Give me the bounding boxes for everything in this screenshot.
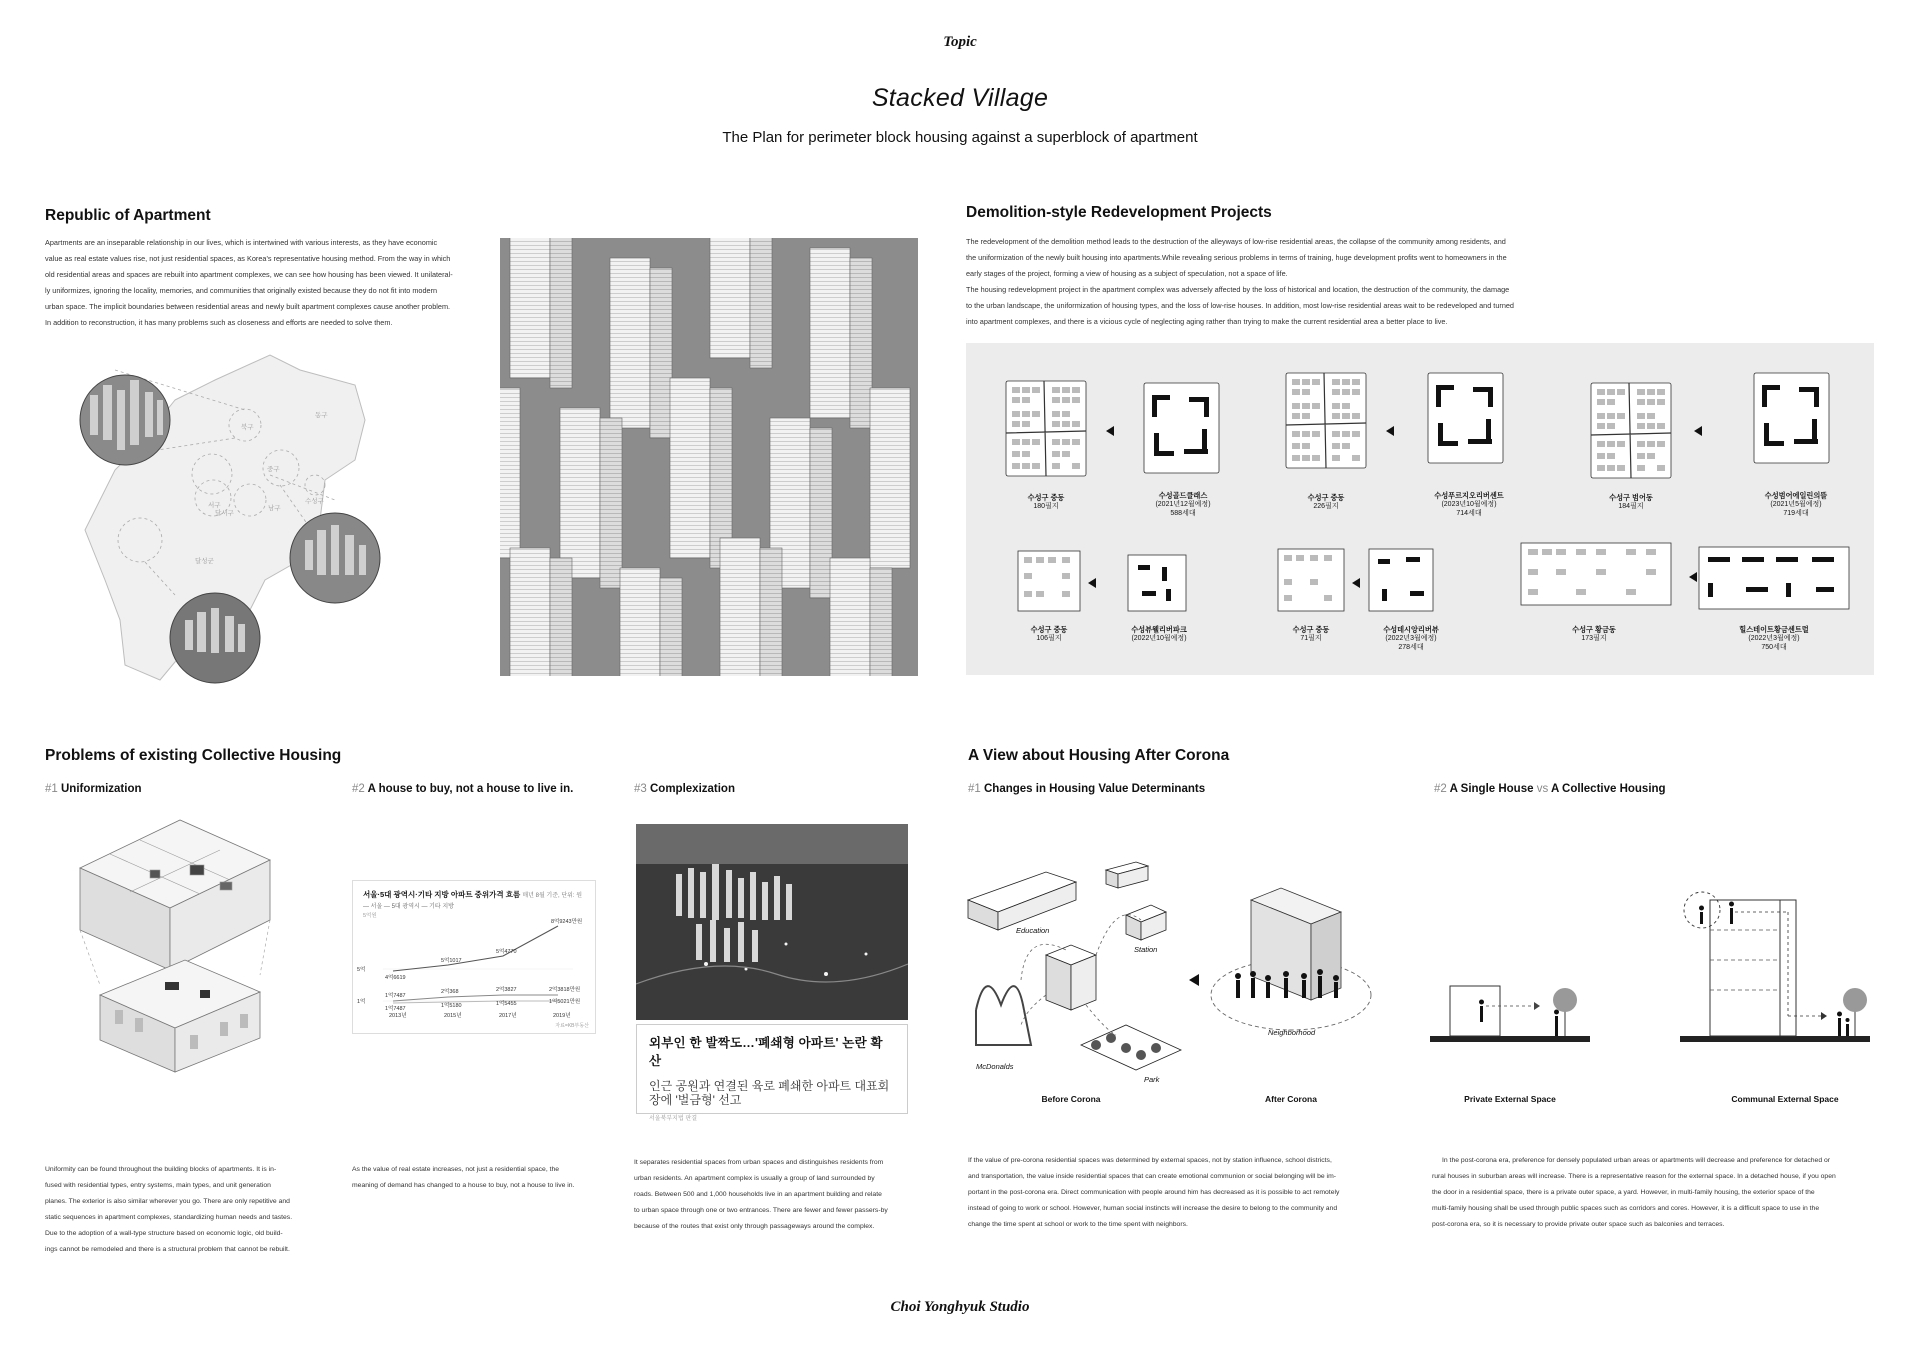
text-line: urban residents. An apartment complex is usually a group of land surrounded by xyxy=(634,1175,875,1182)
redev-row-2 xyxy=(1018,543,1849,611)
label-after-corona: After Corona xyxy=(1265,1094,1317,1104)
label-communal-space: Communal External Space xyxy=(1731,1094,1839,1104)
chart-data-label: 2억3827 xyxy=(496,987,517,993)
map-label: 달성군 xyxy=(195,558,214,565)
redev-label-line: (2022년3월예정) xyxy=(1385,635,1437,642)
exploded-axonometric xyxy=(70,810,300,1075)
redev-label-line: (2021년12월예정) xyxy=(1155,501,1211,508)
text-line: the uniformization of the newly built housing into apartments.While revealing serious problems in terms of training, huge development profits went to homeowners in the xyxy=(966,253,1507,262)
problem-heading: Complexization xyxy=(650,783,735,795)
corona-1-title xyxy=(968,783,1205,795)
label-education: Education xyxy=(1016,926,1050,935)
map-label: 동구 xyxy=(315,412,328,419)
redev-label-line: 수성구 중동 xyxy=(1030,625,1068,634)
corona-heading-b: A Collective Housing xyxy=(1550,783,1666,795)
redev-label-line: 수성구 범어동 xyxy=(1609,493,1653,502)
chart-legend: — 서울 — 5대 광역시 — 기타 지방 xyxy=(363,904,454,910)
map-label: 달서구 xyxy=(215,510,234,517)
section-title-republic: Republic of Apartment xyxy=(45,207,211,224)
series-line-seoul xyxy=(393,926,558,971)
text-line: meaning of demand has changed to a house to buy, not a house to live in. xyxy=(352,1182,575,1189)
chart-data-label: 5억4770 xyxy=(496,949,517,955)
problem-2-text xyxy=(352,1162,602,1194)
map-label: 북구 xyxy=(241,424,254,431)
problem-heading: A house to buy, not a house to live in. xyxy=(367,783,574,795)
label-mcdonalds: McDonalds xyxy=(976,1062,1014,1071)
text-line: change the time spent at school or work to the time spent with neighbors. xyxy=(968,1221,1188,1228)
redev-label-line: 71필지 xyxy=(1300,635,1322,642)
text-line: multi-family housing shall be used through public spaces such as corridors and cores. However, it is a difficult space to use in the xyxy=(1432,1205,1820,1212)
text-line: early stages of the project, forming a view of housing as a subject of speculation, not a space of life. xyxy=(966,269,1288,278)
corona-1-text xyxy=(968,1153,1378,1233)
problem-heading: Uniformization xyxy=(61,783,142,795)
redev-label-line: 714세대 xyxy=(1456,510,1482,517)
map-label: 남구 xyxy=(268,505,281,512)
text-line: because of the routes that exist only through passageways around the complex. xyxy=(634,1223,875,1230)
redev-label-line: 173필지 xyxy=(1581,635,1607,642)
text-line: Due to the adoption of a wall-type structure based on economic logic, old build- xyxy=(45,1230,283,1237)
label-park: Park xyxy=(1144,1075,1160,1084)
text-line: Apartments are an inseparable relationship in our lives, which is intertwined with various interests, as they have economic xyxy=(45,238,438,247)
redev-label-line: 수성골드클래스 xyxy=(1158,491,1208,500)
corona-vs: vs xyxy=(1536,783,1549,795)
redev-label xyxy=(1256,625,1366,643)
text-line: to the urban landscape, the uniformization of housing types, and the loss of low-rise houses. In addition, most low-rise residential areas wait to be redeveloped and turned xyxy=(966,301,1514,310)
corona-num: #2 xyxy=(1434,783,1447,795)
redev-label-line: 힐스테이트황금센트럴 xyxy=(1739,625,1809,634)
section-title-problems: Problems of existing Collective Housing xyxy=(45,747,342,764)
news-subheadline: 인근 공원과 연결된 육로 폐쇄한 아파트 대표회장에 '벌금형' 선고 xyxy=(649,1079,890,1107)
redev-label-line: 수성데시앙리버뷰 xyxy=(1383,625,1439,634)
corona-diagram-graphic xyxy=(966,860,1386,1110)
redev-label xyxy=(991,493,1101,511)
text-line: fused with residential types, entry systems, main types, and unit generation xyxy=(45,1182,271,1189)
map-label: 수성구 xyxy=(305,498,324,505)
towers-graphic xyxy=(500,238,918,676)
text-line: old residential areas and spaces are rebuilt into apartment complexes, we can see how housing has been viewed. It unilateral- xyxy=(45,270,453,279)
redev-label xyxy=(1414,491,1524,518)
chart-data-label: 4억6619 xyxy=(385,975,406,981)
price-chart xyxy=(352,880,596,1034)
redev-label-line: (2021년5월예정) xyxy=(1770,501,1822,508)
text-line: static sequences in apartment complexes, standardizing human needs and tastes. xyxy=(45,1214,293,1221)
redevelopment-panel xyxy=(966,343,1874,675)
text-line: portant in the post-corona era. Direct communication with people around him has decreased as it is possible to act remotely xyxy=(968,1189,1340,1196)
aerial-graphic xyxy=(636,824,908,1020)
daegu-map xyxy=(65,350,410,690)
chart-data-label: 2억368 xyxy=(441,989,459,995)
chart-source: 자료=KB부동산 xyxy=(555,1023,589,1029)
text-line: planes. The exterior is also similar wherever you go. There are only repetitive and xyxy=(45,1198,290,1205)
chart-axis-tick: 2017년 xyxy=(499,1013,517,1019)
text-line: Uniformity can be found throughout the building blocks of apartments. It is in- xyxy=(45,1166,277,1173)
chart-axis-tick: 2015년 xyxy=(444,1013,462,1019)
text-line: urban space. The implicit boundaries between residential areas and newly built apartment complexes cause another problem. xyxy=(45,302,451,311)
redev-label-line: 588세대 xyxy=(1170,510,1196,517)
redev-label xyxy=(1741,491,1851,518)
page-subtitle: The Plan for perimeter block housing against a superblock of apartment xyxy=(722,129,1198,146)
section-title-corona: A View about Housing After Corona xyxy=(968,747,1230,764)
redev-label-line: 719세대 xyxy=(1783,510,1809,517)
chart-data-label: 1억5180 xyxy=(441,1003,462,1009)
redev-label-line: 수성구 황금동 xyxy=(1572,625,1616,634)
republic-text xyxy=(45,235,460,331)
corona-heading: Changes in Housing Value Determinants xyxy=(984,783,1206,795)
text-line: The redevelopment of the demolition method leads to the destruction of the alleyways of low-rise residential areas, the collapse of the community among residents, and xyxy=(966,237,1506,246)
night-aerial-photo xyxy=(636,824,908,1020)
text-line: post-corona era, so it is necessary to provide private outer space such as balconies and terraces. xyxy=(1432,1221,1725,1228)
redev-label-line: (2023년10월예정) xyxy=(1441,501,1497,508)
redev-label-line: 수성구 중동 xyxy=(1307,493,1345,502)
text-line: to urban space through one or two entrances. There are fewer and fewer passers-by xyxy=(634,1207,888,1214)
studio-credit: Choi Yonghyuk Studio xyxy=(890,1299,1030,1315)
section-title-demolition: Demolition-style Redevelopment Projects xyxy=(966,204,1272,221)
single-vs-collective-diagram xyxy=(1430,860,1875,1110)
corona-heading-a: A Single House xyxy=(1449,783,1534,795)
redev-row-1 xyxy=(1006,373,1829,478)
redev-label-line: 수성푸르지오리버센트 xyxy=(1434,491,1504,500)
redev-label-line: 184필지 xyxy=(1618,503,1644,510)
demolition-text xyxy=(966,234,1866,330)
news-clip xyxy=(636,1024,908,1122)
redev-label-line: 106필지 xyxy=(1036,635,1062,642)
redev-label xyxy=(1104,625,1214,643)
problem-2-title xyxy=(352,783,573,795)
text-line: and transportation, the value inside residential spaces that can create emotional communion or social belonging will be im- xyxy=(968,1173,1336,1180)
chart-data-label: 2억3818만원 xyxy=(549,987,581,993)
text-line: rural houses in suburban areas will increase. There is a representative reason for the external space. In a detached house, if you open xyxy=(1432,1173,1836,1180)
text-line: instead of going to work or school. However, human social instincts will increase the desire to belong to the community and xyxy=(968,1205,1338,1212)
apartment-towers-illustration xyxy=(500,238,918,676)
news-caption: 서울북부지법 판결 xyxy=(649,1116,698,1122)
chart-title-note: 매년 8월 기준, 단위: 원 xyxy=(522,893,583,899)
redev-label xyxy=(1271,493,1381,511)
problem-num: #1 xyxy=(45,783,58,795)
chart-axis-tick: 2013년 xyxy=(389,1013,407,1019)
chart-data-label: 1억5455 xyxy=(496,1001,517,1007)
text-line: into apartment complexes, and there is a vicious cycle of neglecting aging rather than trying to make the current residential area a better place to live. xyxy=(966,317,1448,326)
text-line: It separates residential spaces from urban spaces and distinguishes residents from xyxy=(634,1159,884,1166)
exploded-apartment-illustration xyxy=(70,810,300,1075)
map-graphic xyxy=(65,350,410,690)
text-line: the door in a residential space, there is a private outer space, a yard. However, in multi-family housing, the exterior space of the xyxy=(1432,1189,1815,1196)
redev-label-line: 750세대 xyxy=(1761,644,1787,651)
text-line: If the value of pre-corona residential spaces was determined by external spaces, not by station influence, school districts, xyxy=(968,1157,1332,1164)
chart-title-text: 서울·5대 광역시·기타 지방 아파트 중위가격 흐름 xyxy=(363,890,521,899)
corona-2-text xyxy=(1432,1153,1877,1233)
redev-label-line: (2022년3월예정) xyxy=(1748,635,1800,642)
text-line: In addition to reconstruction, it has many problems such as closeness and efforts are needed to solve them. xyxy=(45,318,393,327)
redev-label-line: 수성구 중동 xyxy=(1027,493,1065,502)
redev-label-line: 180필지 xyxy=(1033,503,1059,510)
redev-label-line: 226필지 xyxy=(1313,503,1339,510)
redev-label xyxy=(1128,491,1238,518)
redev-label xyxy=(1576,493,1686,511)
chart-data-label: 1억7487 xyxy=(385,993,406,999)
external-space-graphic xyxy=(1430,860,1875,1110)
label-before-corona: Before Corona xyxy=(1041,1094,1101,1104)
redev-label-line: 수성구 중동 xyxy=(1292,625,1330,634)
text-line: value as real estate values rise, not just residential spaces, as Korea's representative housing method. From the way in which xyxy=(45,254,451,263)
redev-label-line: 278세대 xyxy=(1398,644,1424,651)
chart-data-label: 1억5021만원 xyxy=(549,999,581,1005)
redev-label xyxy=(994,625,1104,643)
map-label: 중구 xyxy=(267,466,280,473)
redev-label xyxy=(1356,625,1466,652)
text-line: ings cannot be remodeled and there is a structural problem that cannot be rebuilt. xyxy=(45,1246,290,1253)
chart-unit: 5억원 xyxy=(363,913,377,919)
text-line: In the post-corona era, preference for densely populated urban areas or apartments will decrease and preference for detached or xyxy=(1442,1157,1831,1164)
chart-data-label: 5억1017 xyxy=(441,958,462,964)
corona-2-title xyxy=(1434,783,1666,795)
problem-3-title xyxy=(634,783,735,795)
chart-axis-label: 5억 xyxy=(357,967,366,973)
problem-1-text xyxy=(45,1162,317,1258)
corona-num: #1 xyxy=(968,783,981,795)
problem-num: #3 xyxy=(634,783,647,795)
label-private-space: Private External Space xyxy=(1464,1094,1556,1104)
chart-axis-label: 1억 xyxy=(357,999,366,1005)
chart-axis-tick: 2019년 xyxy=(553,1013,571,1019)
news-headline: 외부인 한 발짝도…'폐쇄형 아파트' 논란 확산 xyxy=(649,1036,883,1068)
problem-3-text xyxy=(634,1155,914,1235)
label-station: Station xyxy=(1134,945,1158,954)
topic-label: Topic xyxy=(943,34,977,50)
text-line: roads. Between 500 and 1,000 households live in an apartment building and relate xyxy=(634,1191,882,1198)
redev-label-line: 수성뷰웰리버파크 xyxy=(1131,625,1187,634)
redev-label xyxy=(1719,625,1829,652)
problem-1-title xyxy=(45,783,142,795)
text-line: As the value of real estate increases, not just a residential space, the xyxy=(352,1166,560,1173)
redev-label-line: (2022년10월예정) xyxy=(1131,635,1187,642)
text-line: ly uniformizes, ignoring the locality, memories, and communities that originally existed because they do not fit into modern xyxy=(45,286,438,295)
label-neighborhood: Neighborhood xyxy=(1268,1028,1316,1037)
map-label: 서구 xyxy=(208,502,221,509)
text-line: The housing redevelopment project in the apartment complex was adversely affected by the loss of historical and location, the destruction of the community, the damage xyxy=(966,285,1510,294)
chart-data-label: 8억9243만원 xyxy=(551,919,583,925)
chart-data-label: 1억7487 xyxy=(385,1006,406,1012)
redev-label-line: 수성범어에일린의뜰 xyxy=(1764,491,1828,500)
series-line-metro xyxy=(393,995,558,1001)
page-title: Stacked Village xyxy=(871,84,1049,112)
before-after-corona-diagram xyxy=(966,860,1386,1110)
redev-label xyxy=(1539,625,1649,643)
problem-num: #2 xyxy=(352,783,365,795)
